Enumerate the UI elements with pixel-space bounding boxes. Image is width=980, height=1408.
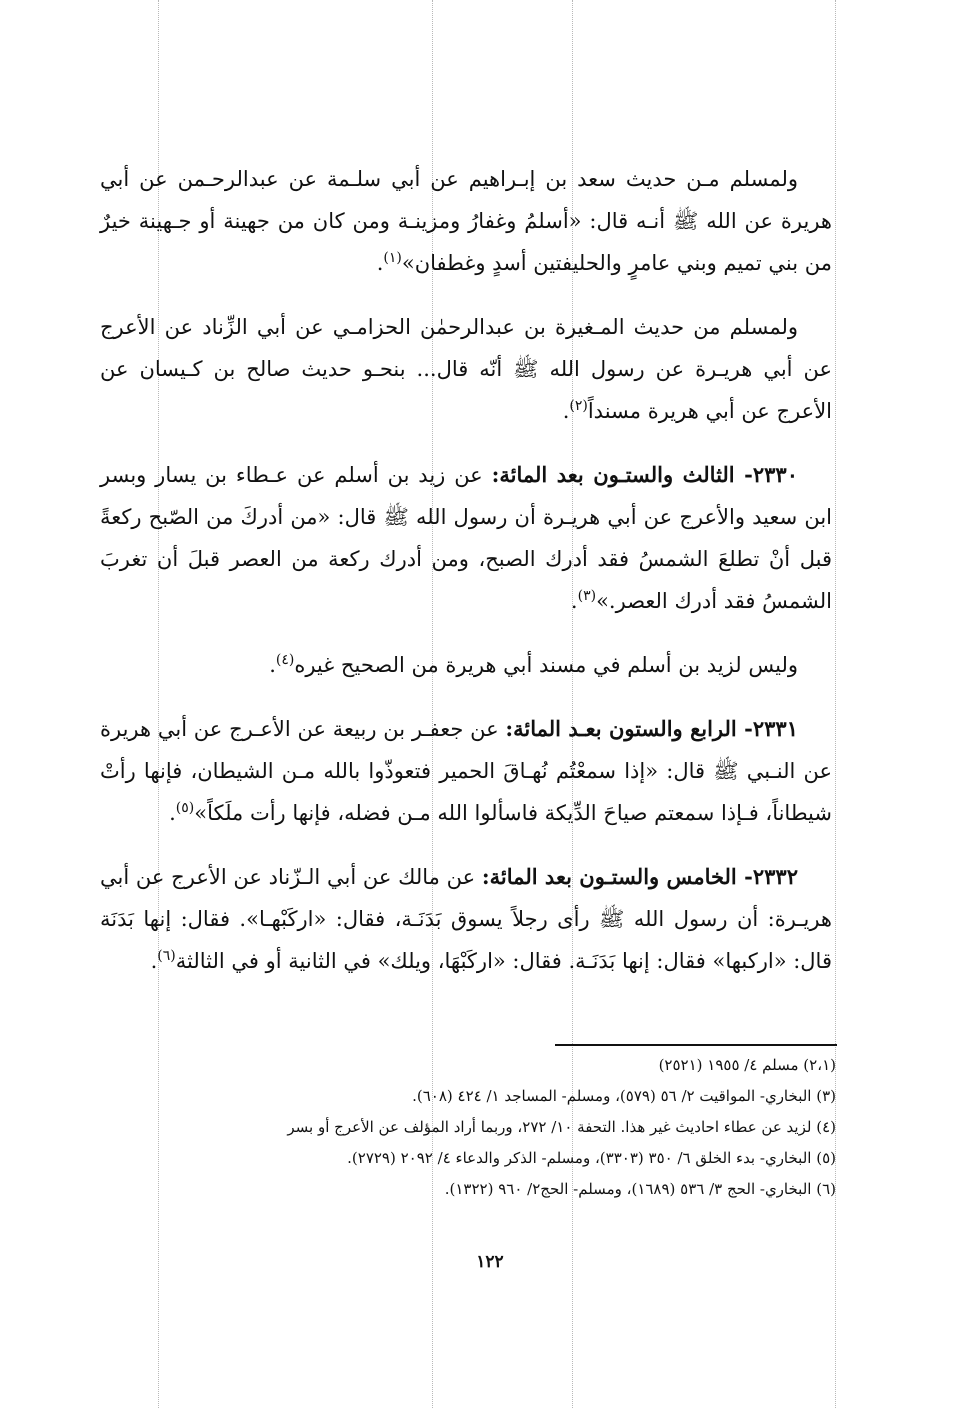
footnote-reference: (٥) bbox=[175, 800, 195, 816]
paragraph-end: . bbox=[562, 399, 570, 423]
paragraph-text: ولمسلم من حديث المـغيرة بن عبدالرحمٰن الحزامـي عن أبي الزِّناد عن الأعرج عن أبي هريـرة عن رسول الله ﷺ أنّه قال... بنحـو حديث صالح بن كـيسان عن الأعرج عن أبي هريرة مسنداً bbox=[100, 315, 832, 423]
paragraph-text: عن مالك عن أبي الـزّناد عن الأعرج عن أبي هريـرة: أن رسول الله ﷺ رأى رجلاً يسوق بَدَنَـة، فقال: «اركَبْهـا». فقال: إنها بَدَنَة قال: «اركبها» فقال: إنها بَدَنَـة. فقال: «اركَبْهَا، ويلك» في الثانية أو في الثالثة bbox=[100, 865, 832, 973]
footnote-reference: (٤) bbox=[275, 652, 295, 668]
paragraph-text: عن زيد بن أسلم عن عـطاء بن يسار وبسر ابن سعيد والأعرج عن أبي هريـرة أن رسول الله ﷺ قال: «من أدركَ من الصّبح ركعةً قبل أنْ تطلعَ الشمسُ فقد أدرك الصبح، ومن أدرك ركعة من العصر قبلَ أن تغربَ الشمسُ فقد أدرك العصر.» bbox=[100, 463, 832, 613]
main-text bbox=[100, 158, 832, 1004]
paragraph-end: . bbox=[150, 949, 158, 973]
page-number: ١٢٢ bbox=[476, 1252, 504, 1272]
footnote: (٦) البخاري- الحج ٣/ ٥٣٦ (١٦٨٩)، ومسلم- الحج٢/ ٩٦٠ (١٣٢٢). bbox=[444, 1180, 836, 1198]
paragraph bbox=[100, 306, 832, 432]
paragraph-end: . bbox=[169, 801, 176, 825]
paragraph-end: . bbox=[269, 653, 276, 677]
footnotes bbox=[200, 1050, 836, 1205]
hadith-entry bbox=[100, 856, 832, 982]
paragraph bbox=[100, 158, 832, 284]
hadith-heading: ٢٣٣٢- الخامس والستـون بعد المائة: bbox=[481, 864, 798, 889]
footnote-reference: (٣) bbox=[577, 588, 597, 604]
hadith-heading: ٢٣٣٠- الثالث والستـون بعد المائة: bbox=[491, 462, 798, 487]
paragraph-text: وليس لزيد بن أسلم في مسند أبي هريرة من الصحيح غيره bbox=[294, 653, 798, 677]
hadith-entry bbox=[100, 454, 832, 622]
footnote: (٢،١) مسلم ٤/ ١٩٥٥ (٢٥٢١) bbox=[658, 1056, 836, 1074]
footnote-reference: (١) bbox=[383, 250, 402, 266]
footnote: (٥) البخاري- بدء الخلق ٦/ ٣٥٠ (٣٣٠٣)، ومسلم- الذكر والدعاء ٤/ ٢٠٩٢ (٢٧٢٩). bbox=[347, 1149, 836, 1167]
paragraph-end: . bbox=[570, 589, 578, 613]
footnote-separator bbox=[555, 1044, 837, 1046]
hadith-entry bbox=[100, 708, 832, 834]
paragraph bbox=[100, 644, 832, 686]
footnote: (٣) البخاري- المواقيت ٢/ ٥٦ (٥٧٩)، ومسلم- المساجد ١/ ٤٢٤ (٦٠٨). bbox=[412, 1087, 836, 1105]
paragraph-text: عن جعفـر بن ربيعة عن الأعـرج عن أبي هريرة عن النـبي ﷺ قال: «إذا سمعْتُم نُهـاقَ الحمير فتعوذّوا بالله مـن الشيطان، فإنها رأتْ شيطاناً، فـإذا سمعتم صياحَ الدِّيكة فاسألوا الله مـن فضله، فإنها رأت ملَكاً» bbox=[100, 717, 832, 825]
paragraph-end: . bbox=[376, 251, 384, 275]
paragraph-text: ولمسلم مـن حديث سعد بن إبـراهيم عن أبي سلـمة عن عبدالرحـمن عن أبي هريرة عن الله ﷺ أنـه قال: «أسلمُ وغفارُ ومزينـة ومن كان من جهينة أو جـهينة خيرٌ من بني تميم وبني عامرٍ والحليفتين أسدٍ وغطفان» bbox=[100, 167, 832, 275]
hadith-heading: ٢٣٣١- الرابع والستون بعـد المائة: bbox=[505, 716, 798, 741]
footnote-reference: (٦) bbox=[157, 948, 176, 964]
footnote-reference: (٢) bbox=[569, 398, 588, 414]
footnote: (٤) لزيد عن عطاء احاديث غير هذا. التحفة ١٠/ ٢٧٢، وربما أراد المؤلف عن الأعرج أو بسر bbox=[287, 1118, 836, 1136]
